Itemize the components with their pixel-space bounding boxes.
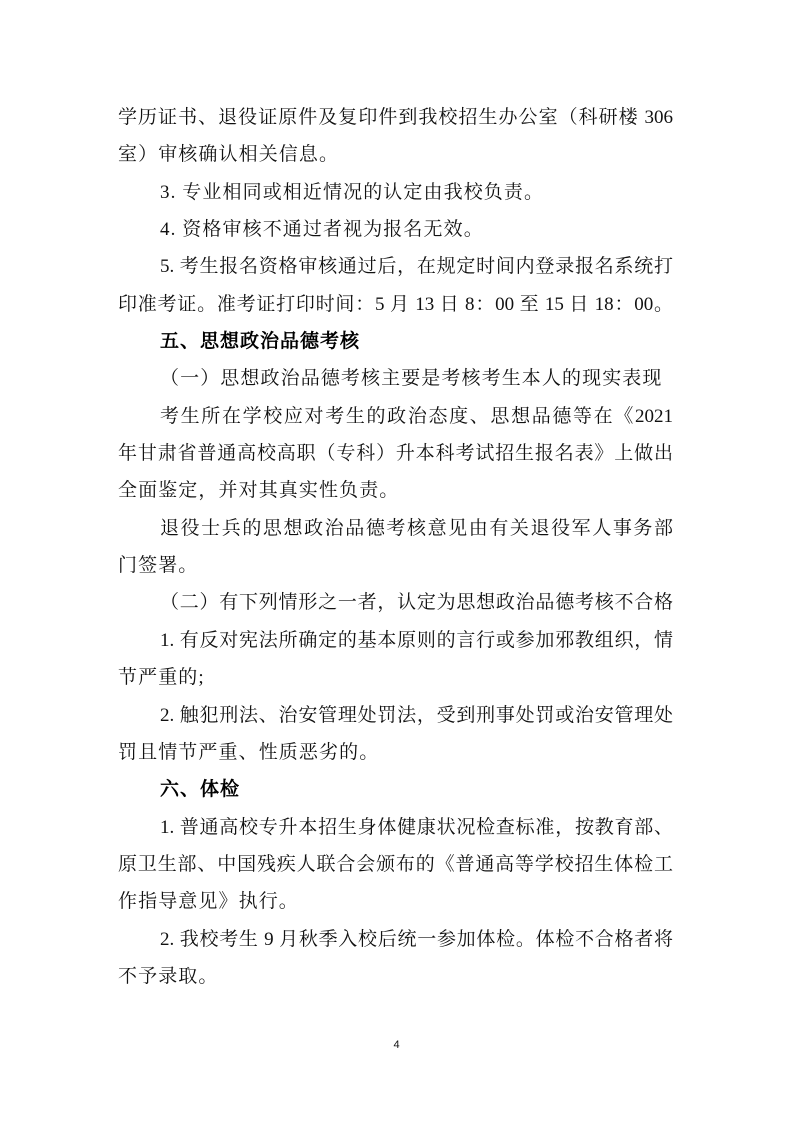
- paragraph: [118, 99, 673, 174]
- text-line: 节严重的;: [118, 667, 205, 689]
- paragraph: [118, 622, 673, 697]
- text-line: 1. 普通高校专升本招生身体健康状况检查标准，按教育部、: [160, 816, 673, 838]
- document-body: [118, 99, 673, 995]
- text-line: 原卫生部、中国残疾人联合会颁布的《普通高等学校招生体检工: [118, 853, 673, 875]
- text-line: 印准考证。准考证打印时间：5 月 13 日 8：00 至 15 日 18：00。: [118, 293, 673, 315]
- section-heading: 五、思想政治品德考核: [160, 330, 361, 353]
- text-line: 年甘肃省普通高校高职（专科）升本科考试招生报名表》上做出: [118, 443, 673, 465]
- text-line: （二）有下列情形之一者，认定为思想政治品德考核不合格: [160, 592, 673, 614]
- intro: [118, 99, 673, 323]
- text-line: 室）审核确认相关信息。: [118, 144, 340, 166]
- paragraph: [118, 921, 673, 996]
- paragraph: [118, 360, 673, 397]
- text-line: 学历证书、退役证原件及复印件到我校招生办公室（科研楼 306: [118, 107, 673, 128]
- text-line: 5. 考生报名资格审核通过后，在规定时间内登录报名系统打: [160, 256, 673, 278]
- text-line: 退役士兵的思想政治品德考核意见由有关退役军人事务部: [160, 517, 673, 539]
- text-line: 4. 资格审核不通过者视为报名无效。: [160, 219, 484, 241]
- text-line: 罚且情节严重、性质恶劣的。: [118, 741, 380, 763]
- paragraph: [118, 174, 673, 211]
- paragraph: [118, 697, 673, 772]
- text-line: 不予录取。: [118, 965, 219, 987]
- paragraph: [118, 510, 673, 585]
- text-line: 全面鉴定，并对其真实性负责。: [118, 480, 400, 502]
- text-line: 考生所在学校应对考生的政治态度、思想品德等在《2021: [160, 405, 673, 427]
- text-line: 门签署。: [118, 555, 199, 577]
- text-line: 1. 有反对宪法所确定的基本原则的言行或参加邪教组织，情: [160, 629, 673, 651]
- paragraph: [118, 248, 673, 323]
- text-line: （一）思想政治品德考核主要是考核考生本人的现实表现: [160, 368, 663, 390]
- section-physical-exam: [118, 771, 673, 995]
- text-line: 3. 专业相同或相近情况的认定由我校负责。: [160, 181, 545, 203]
- text-line: 2. 触犯刑法、治安管理处罚法，受到刑事处罚或治安管理处: [160, 704, 673, 726]
- paragraph: [118, 211, 673, 248]
- section-heading: 六、体检: [160, 778, 241, 801]
- paragraph: [118, 398, 673, 510]
- page-number: 4: [393, 1039, 400, 1051]
- paragraph: [118, 809, 673, 921]
- text-line: 2. 我校考生 9 月秋季入校后统一参加体检。体检不合格者将: [160, 928, 673, 950]
- paragraph: [118, 584, 673, 621]
- text-line: 作指导意见》执行。: [118, 891, 299, 913]
- section-political-assessment: [118, 323, 673, 771]
